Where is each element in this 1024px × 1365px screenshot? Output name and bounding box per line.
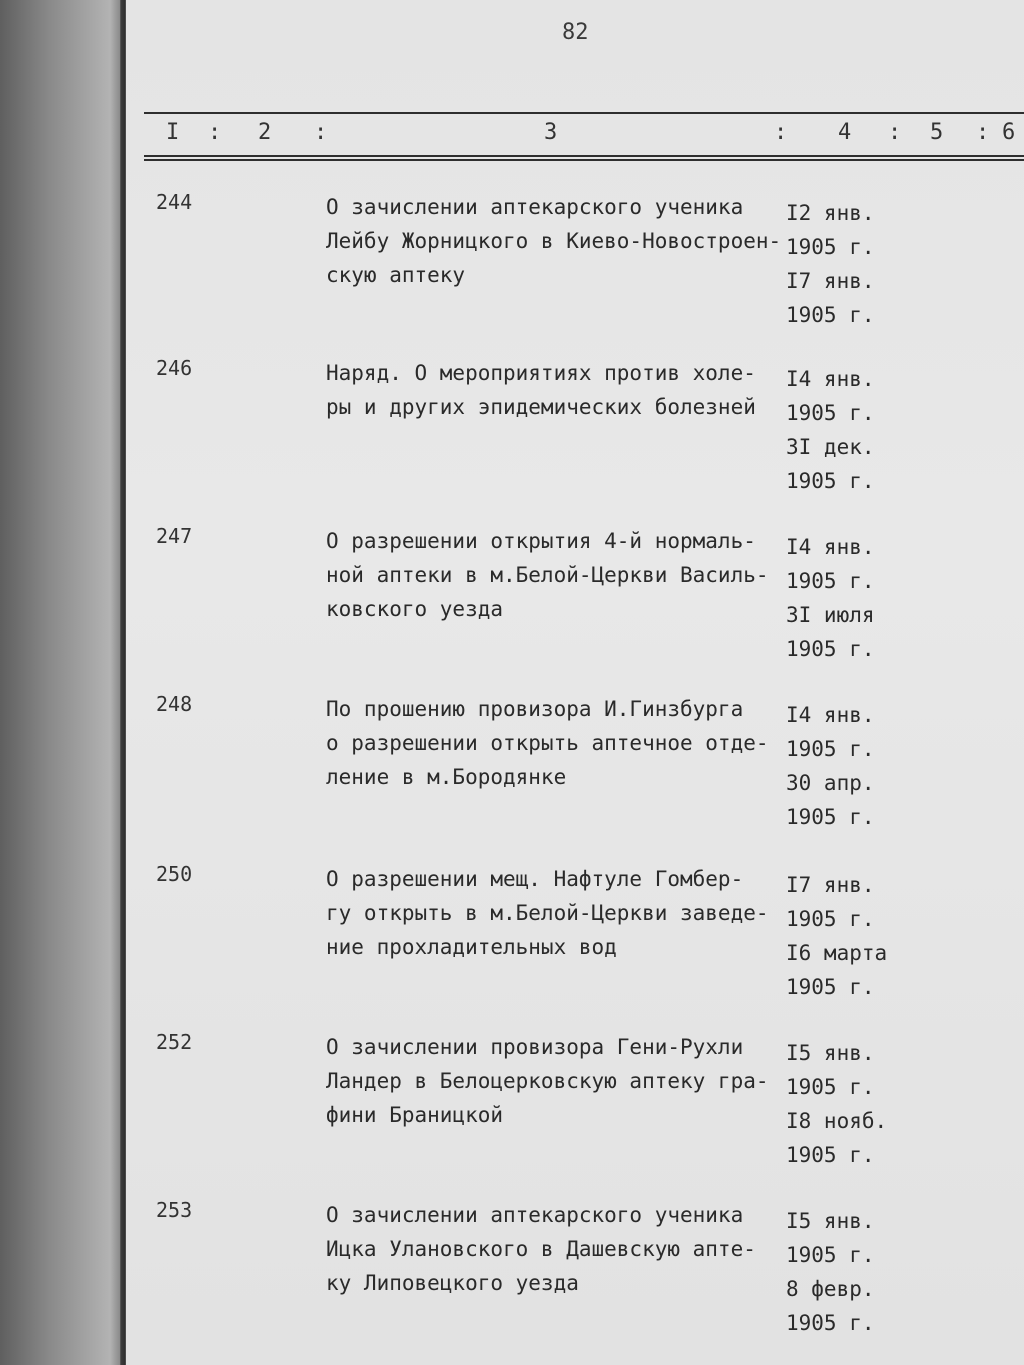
entry-title [326, 692, 796, 794]
column-header-1: I [166, 120, 180, 145]
entry-date-line: I8 нояб. [786, 1109, 888, 1133]
column-header-row [166, 120, 1024, 150]
entry-date-line: 1905 г. [786, 737, 875, 761]
entry-date-line: 1905 г. [786, 401, 875, 425]
entry-date-line: I4 янв. [786, 535, 875, 559]
entry-title-line: О разрешении мещ. Нафтуле Гомбер- [326, 867, 744, 891]
column-header-3: 3 [544, 120, 558, 145]
entry-date-line: 1905 г. [786, 907, 875, 931]
entry-title-line: Ицка Улановского в Дашевскую апте- [326, 1237, 756, 1261]
entry-title-line: Наряд. О мероприятиях против холе- [326, 361, 756, 385]
entry-date-line: 1905 г. [786, 975, 875, 999]
column-header-2: 2 [258, 120, 272, 145]
entry-title-line: О разрешении открытия 4-й нормаль- [326, 529, 756, 553]
entry-date-line: I4 янв. [786, 367, 875, 391]
entry-title-line: Ландер в Белоцерковскую аптеку гра- [326, 1069, 769, 1093]
entry-date-line: 1905 г. [786, 303, 875, 327]
entry-title-line: Лейбу Жорницкого в Киево-Новостроен- [326, 229, 782, 253]
entry-number: 244 [156, 190, 193, 214]
entry-number: 246 [156, 356, 193, 380]
entry-date-line: 1905 г. [786, 805, 875, 829]
column-header-5: 5 [930, 120, 944, 145]
entry-number: 252 [156, 1030, 193, 1054]
entry-dates [786, 698, 906, 834]
header-bottom-rule-double [144, 159, 1024, 161]
page-number: 82 [562, 20, 589, 45]
facing-page-edge [0, 0, 120, 1365]
entry-title-line: О зачислении аптекарского ученика [326, 1203, 744, 1227]
entry-date-line: I5 янв. [786, 1041, 875, 1065]
list-item [126, 1198, 1024, 1348]
list-item [126, 524, 1024, 674]
entry-number: 250 [156, 862, 193, 886]
entry-dates [786, 530, 906, 666]
entry-dates [786, 196, 906, 332]
entry-dates [786, 868, 906, 1004]
entry-date-line: 30 апр. [786, 771, 875, 795]
list-item [126, 190, 1024, 340]
entry-date-line: I6 марта [786, 941, 888, 965]
entry-title-line: По прошению провизора И.Гинзбурга [326, 697, 744, 721]
entry-title [326, 1198, 796, 1300]
entry-title-line: фини Браницкой [326, 1103, 504, 1127]
entry-title [326, 1030, 796, 1132]
list-item [126, 356, 1024, 506]
column-separator: : [314, 120, 328, 145]
entry-date-line: 1905 г. [786, 637, 875, 661]
list-item [126, 1030, 1024, 1180]
entry-number: 248 [156, 692, 193, 716]
header-top-rule [144, 112, 1024, 114]
entry-title [326, 862, 796, 964]
entry-title-line: скую аптеку [326, 263, 466, 287]
entry-title [326, 356, 796, 424]
entry-date-line: 3I июля [786, 603, 875, 627]
entry-date-line: 8 февр. [786, 1277, 875, 1301]
header-bottom-rule [144, 155, 1024, 157]
column-separator: : [888, 120, 902, 145]
entry-date-line: 1905 г. [786, 1243, 875, 1267]
entry-title-line: ние прохладительных вод [326, 935, 617, 959]
entry-title-line: о разрешении открыть аптечное отде- [326, 731, 769, 755]
entry-date-line: 1905 г. [786, 469, 875, 493]
entry-date-line: 1905 г. [786, 569, 875, 593]
entry-date-line: I4 янв. [786, 703, 875, 727]
entry-date-line: 1905 г. [786, 235, 875, 259]
column-separator: : [976, 120, 990, 145]
entry-date-line: 1905 г. [786, 1311, 875, 1335]
entry-date-line: 1905 г. [786, 1075, 875, 1099]
column-separator: : [208, 120, 222, 145]
column-separator: : [774, 120, 788, 145]
list-item [126, 862, 1024, 1012]
entry-date-line: I7 янв. [786, 873, 875, 897]
entry-title-line: О зачислении аптекарского ученика [326, 195, 744, 219]
entry-date-line: I5 янв. [786, 1209, 875, 1233]
entry-number: 247 [156, 524, 193, 548]
entry-title-line: ной аптеки в м.Белой-Церкви Василь- [326, 563, 769, 587]
entry-date-line: I7 янв. [786, 269, 875, 293]
entry-date-line: I2 янв. [786, 201, 875, 225]
column-header-6: 6 [1002, 120, 1016, 145]
entry-number: 253 [156, 1198, 193, 1222]
entry-title-line: ковского уезда [326, 597, 504, 621]
entry-date-line: 3I дек. [786, 435, 875, 459]
entry-title-line: ку Липовецкого уезда [326, 1271, 579, 1295]
archive-page [126, 0, 1024, 1365]
entry-title-line: гу открыть в м.Белой-Церкви заведе- [326, 901, 769, 925]
entry-dates [786, 1036, 906, 1172]
entry-title [326, 524, 796, 626]
entry-title-line: О зачислении провизора Гени-Рухли [326, 1035, 744, 1059]
list-item [126, 692, 1024, 842]
column-header-4: 4 [838, 120, 852, 145]
entry-dates [786, 362, 906, 498]
entry-title [326, 190, 796, 292]
entry-dates [786, 1204, 906, 1340]
entry-title-line: ры и других эпидемических болезней [326, 395, 756, 419]
entry-date-line: 1905 г. [786, 1143, 875, 1167]
entry-title-line: ление в м.Бородянке [326, 765, 567, 789]
